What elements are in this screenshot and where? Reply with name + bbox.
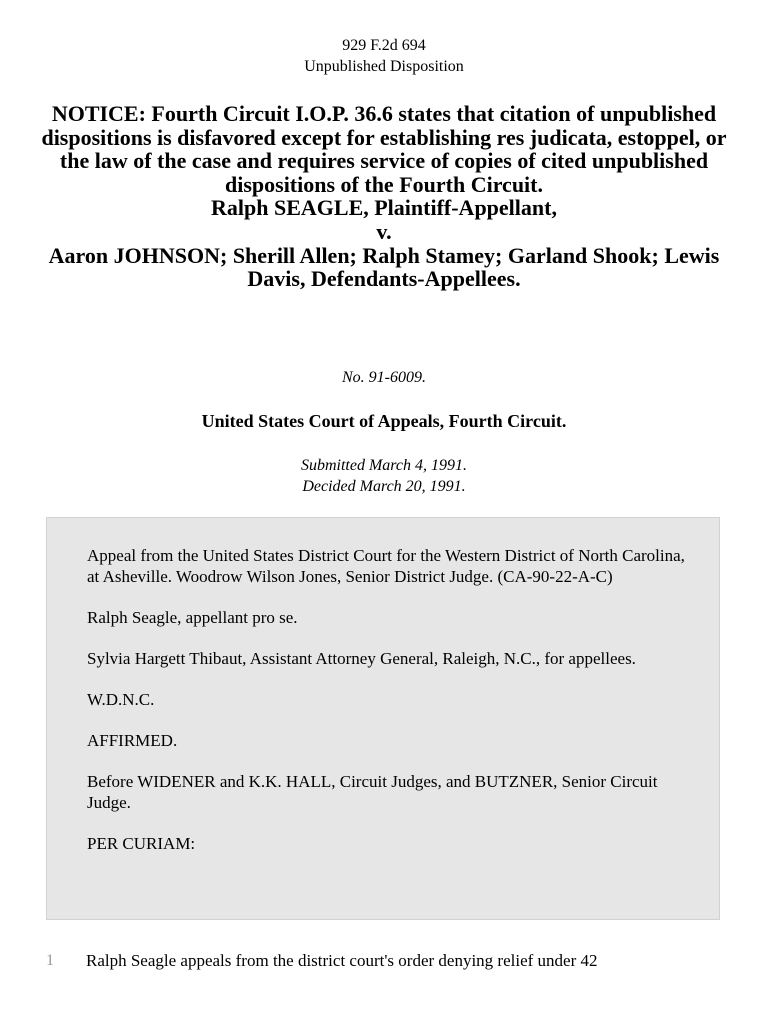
appellant-counsel: Ralph Seagle, appellant pro se. bbox=[87, 608, 298, 627]
district-abbrev: W.D.N.C. bbox=[87, 690, 155, 709]
case-summary-box bbox=[46, 517, 720, 920]
case-title bbox=[40, 102, 728, 291]
opinion-type: PER CURIAM: bbox=[87, 834, 196, 853]
defendants-names: Aaron JOHNSON; Sherill Allen; Ralph Stamey; Garland Shook; Lewis Davis, Defendants-Appellees. bbox=[48, 242, 720, 292]
submitted-date: Submitted March 4, 1991. bbox=[300, 457, 468, 474]
versus-label: v. bbox=[376, 218, 392, 244]
reporter-citation: 929 F.2d 694 bbox=[342, 37, 426, 54]
plaintiff-name: Ralph SEAGLE, Plaintiff-Appellant, bbox=[211, 195, 557, 221]
panel-judges: Before WIDENER and K.K. HALL, Circuit Judges, and BUTZNER, Senior Circuit Judge. bbox=[87, 772, 658, 812]
citation-header bbox=[0, 35, 768, 77]
notice-text: NOTICE: Fourth Circuit I.O.P. 36.6 states that citation of unpublished dispositions is disfavored except for establishing res judicata, estoppel, or the law of the case and requires service of copies of cited unpublished dispositions of the Fourth Circuit. bbox=[41, 101, 727, 197]
decided-date: Decided March 20, 1991. bbox=[302, 478, 466, 495]
paragraph-number: 1 bbox=[46, 952, 54, 969]
paragraph-text: Ralph Seagle appeals from the district court's order denying relief under 42 bbox=[86, 951, 598, 970]
case-dates bbox=[0, 455, 768, 497]
outcome-label: AFFIRMED. bbox=[87, 731, 178, 750]
disposition-label: Unpublished Disposition bbox=[304, 58, 464, 75]
case-summary-content bbox=[87, 545, 687, 874]
docket-number: No. 91-6009. bbox=[342, 369, 426, 386]
appeal-from-text: Appeal from the United States District Court for the Western District of North Carolina, at Asheville. Woodrow Wilson Jones, Senior District Judge. (CA-90-22-A-C) bbox=[87, 546, 685, 586]
appellee-counsel: Sylvia Hargett Thibaut, Assistant Attorney General, Raleigh, N.C., for appellees. bbox=[87, 649, 636, 668]
court-name: United States Court of Appeals, Fourth Circuit. bbox=[201, 411, 567, 431]
